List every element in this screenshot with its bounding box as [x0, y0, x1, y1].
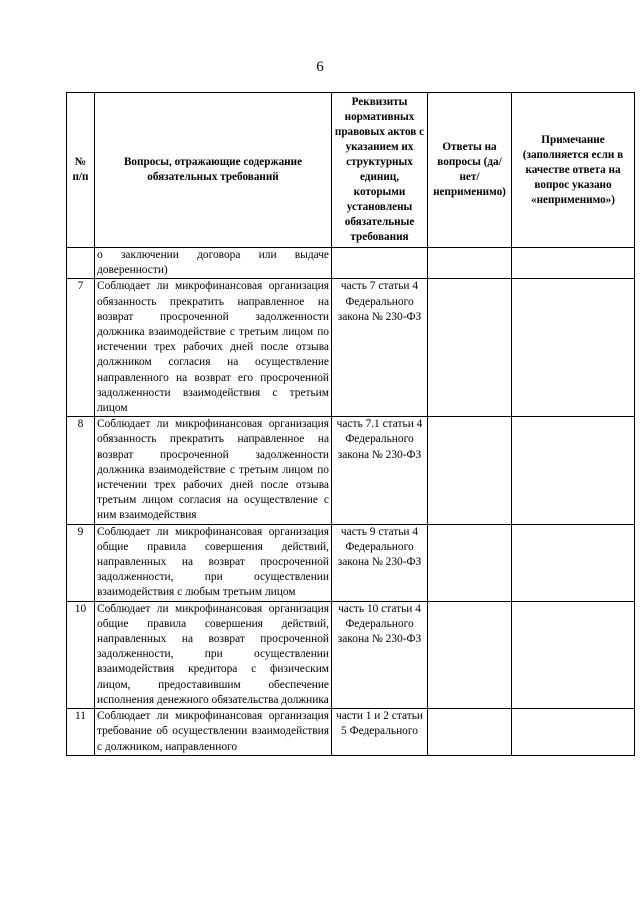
row-num: 8	[67, 417, 95, 524]
header-question: Вопросы, отражающие содержание обязательных требований	[95, 93, 332, 248]
page-number: 6	[316, 59, 324, 75]
row-note-cell[interactable]	[512, 524, 635, 601]
row-reference: часть 7 статьи 4 Федерального закона № 230-ФЗ	[332, 279, 428, 417]
row-num	[67, 248, 95, 279]
table-row	[67, 601, 635, 708]
row-reference: часть 10 статьи 4 Федерального закона № 230-ФЗ	[332, 601, 428, 708]
header-answer: Ответы на вопросы (да/нет/ неприменимо)	[428, 93, 512, 248]
requirements-table	[66, 92, 635, 756]
row-answer-cell[interactable]	[428, 417, 512, 524]
row-answer-cell[interactable]	[428, 601, 512, 708]
row-num: 9	[67, 524, 95, 601]
row-note-cell[interactable]	[512, 601, 635, 708]
row-num: 11	[67, 709, 95, 756]
row-reference	[332, 248, 428, 279]
row-num: 10	[67, 601, 95, 708]
row-answer-cell[interactable]	[428, 279, 512, 417]
row-question: Соблюдает ли микрофинансовая организация обязанность прекратить направленное на возврат просроченной задолженности должника взаимодействие с третьим лицом по истечении трех рабочих дней после отзыва третьим лицом согласия на осуществление с ним взаимодействия	[95, 417, 332, 524]
row-note-cell[interactable]	[512, 417, 635, 524]
row-reference: части 1 и 2 статьи 5 Федерального	[332, 709, 428, 756]
row-question: о заключении договора или выдаче доверенности)	[95, 248, 332, 279]
table-row	[67, 417, 635, 524]
table-row	[67, 248, 635, 279]
row-reference: часть 7.1 статьи 4 Федерального закона № 230-ФЗ	[332, 417, 428, 524]
row-answer-cell[interactable]	[428, 248, 512, 279]
row-reference: часть 9 статьи 4 Федерального закона № 230-ФЗ	[332, 524, 428, 601]
row-answer-cell[interactable]	[428, 709, 512, 756]
row-note-cell[interactable]	[512, 248, 635, 279]
row-question: Соблюдает ли микрофинансовая организация обязанность прекратить направленное на возврат просроченной задолженности должника взаимодействие с третьим лицом по истечении трех рабочих дней после отзыва должником согласия на осуществление направленного на возврат его просроченной задолженности взаимодействия с третьим лицом	[95, 279, 332, 417]
row-num: 7	[67, 279, 95, 417]
header-note: Примечание (заполняется если в качестве ответа на вопрос указано «неприменимо»)	[512, 93, 635, 248]
header-reference: Реквизиты нормативных правовых актов с указанием их структурных единиц, которыми установлены обязательные требования	[332, 93, 428, 248]
table-header-row	[67, 93, 635, 248]
table-row	[67, 279, 635, 417]
header-num: № п/п	[67, 93, 95, 248]
row-question: Соблюдает ли микрофинансовая организация требование об осуществлении взаимодействия с должником, направленного	[95, 709, 332, 756]
table-row	[67, 709, 635, 756]
table-row	[67, 524, 635, 601]
row-note-cell[interactable]	[512, 279, 635, 417]
row-question: Соблюдает ли микрофинансовая организация общие правила совершения действий, направленных на возврат просроченной задолженности, при осуществлении взаимодействия кредитора с физическим лицом, предоставившим обеспечение исполнения денежного обязательства должника	[95, 601, 332, 708]
row-question: Соблюдает ли микрофинансовая организация общие правила совершения действий, направленных на возврат просроченной задолженности, при осуществлении взаимодействия с любым третьим лицом	[95, 524, 332, 601]
row-answer-cell[interactable]	[428, 524, 512, 601]
row-note-cell[interactable]	[512, 709, 635, 756]
